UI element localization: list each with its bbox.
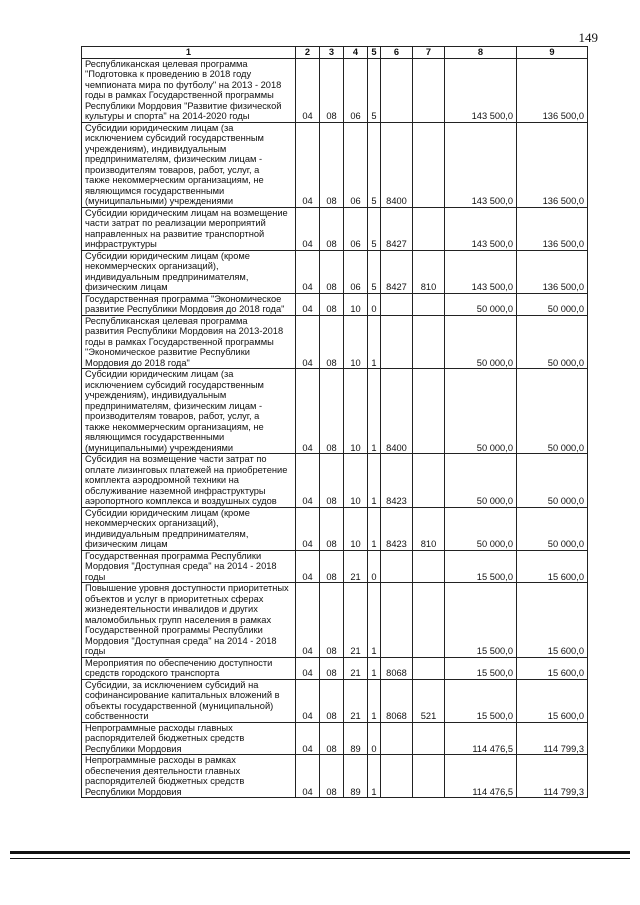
row-code-expense-type [413, 583, 445, 658]
row-description: Субсидия на возмещение части затрат по оплате лизинговых платежей на приобретение комплекта аэродромной техники на обслуживание наземной инфраструктуры аэропортного комплекса и воздушных судов [82, 454, 296, 508]
table-header-row [82, 47, 588, 59]
row-code-subprogram: 1 [368, 454, 381, 508]
row-code-section: 04 [296, 755, 320, 798]
row-amount-year1: 50 000,0 [445, 369, 517, 454]
row-code-subsection: 08 [320, 58, 344, 122]
table-row [82, 58, 588, 122]
row-amount-year1: 15 500,0 [445, 583, 517, 658]
table-row [82, 250, 588, 293]
row-amount-year2: 136 500,0 [517, 122, 588, 207]
table-row [82, 657, 588, 679]
header-cell: 4 [344, 47, 368, 59]
row-code-expense-type: 810 [413, 250, 445, 293]
row-code-section: 04 [296, 454, 320, 508]
row-amount-year2: 114 799,3 [517, 755, 588, 798]
row-code-subsection: 08 [320, 122, 344, 207]
row-amount-year1: 50 000,0 [445, 293, 517, 315]
row-description: Государственная программа Республики Мордовия "Доступная среда" на 2014 - 2018 годы [82, 550, 296, 583]
table-row [82, 454, 588, 508]
table-row [82, 369, 588, 454]
row-code-program: 06 [344, 207, 368, 250]
table-row [82, 207, 588, 250]
row-code-subsection: 08 [320, 369, 344, 454]
row-code-subprogram: 5 [368, 250, 381, 293]
row-code-program: 06 [344, 250, 368, 293]
row-code-direction [381, 722, 413, 755]
row-code-section: 04 [296, 679, 320, 722]
row-amount-year2: 50 000,0 [517, 315, 588, 369]
row-code-direction [381, 755, 413, 798]
row-amount-year1: 15 500,0 [445, 679, 517, 722]
table-row [82, 315, 588, 369]
row-code-expense-type [413, 550, 445, 583]
footer-divider-thin [10, 858, 630, 859]
row-description: Мероприятия по обеспечению доступности средств городского транспорта [82, 657, 296, 679]
row-code-section: 04 [296, 722, 320, 755]
row-code-direction [381, 583, 413, 658]
page-number: 149 [578, 30, 598, 45]
row-amount-year1: 15 500,0 [445, 657, 517, 679]
row-amount-year1: 50 000,0 [445, 454, 517, 508]
row-code-subsection: 08 [320, 454, 344, 508]
row-description: Субсидии юридическим лицам (кроме некоммерческих организаций), индивидуальным предпринимателям, физическим лицам [82, 507, 296, 550]
row-code-program: 21 [344, 583, 368, 658]
row-code-expense-type [413, 293, 445, 315]
row-code-subprogram: 0 [368, 293, 381, 315]
row-code-section: 04 [296, 58, 320, 122]
row-code-section: 04 [296, 315, 320, 369]
row-code-program: 21 [344, 657, 368, 679]
row-amount-year1: 50 000,0 [445, 507, 517, 550]
row-code-direction [381, 315, 413, 369]
row-code-subsection: 08 [320, 550, 344, 583]
row-code-subsection: 08 [320, 315, 344, 369]
footer-divider-thick [10, 851, 630, 854]
row-amount-year2: 15 600,0 [517, 550, 588, 583]
row-code-section: 04 [296, 369, 320, 454]
header-cell: 7 [413, 47, 445, 59]
row-code-subsection: 08 [320, 657, 344, 679]
row-code-subsection: 08 [320, 722, 344, 755]
table-row [82, 722, 588, 755]
row-code-subsection: 08 [320, 507, 344, 550]
header-cell: 2 [296, 47, 320, 59]
row-code-subprogram: 5 [368, 58, 381, 122]
row-code-subsection: 08 [320, 755, 344, 798]
row-code-subprogram: 1 [368, 679, 381, 722]
row-description: Республиканская целевая программа развития Республики Мордовия на 2013-2018 годы в рамках Государственной программы "Экономическое развитие Республики Мордовия до 2018 года" [82, 315, 296, 369]
row-code-program: 21 [344, 550, 368, 583]
row-code-direction [381, 293, 413, 315]
row-amount-year1: 143 500,0 [445, 122, 517, 207]
row-code-direction [381, 58, 413, 122]
row-code-expense-type: 810 [413, 507, 445, 550]
row-code-expense-type [413, 454, 445, 508]
row-code-section: 04 [296, 207, 320, 250]
row-code-program: 10 [344, 507, 368, 550]
row-code-subprogram: 0 [368, 722, 381, 755]
row-code-direction: 8068 [381, 679, 413, 722]
row-code-expense-type [413, 315, 445, 369]
header-cell: 1 [82, 47, 296, 59]
row-code-section: 04 [296, 657, 320, 679]
row-code-program: 10 [344, 293, 368, 315]
header-cell: 8 [445, 47, 517, 59]
header-cell: 3 [320, 47, 344, 59]
table-row [82, 583, 588, 658]
row-code-subprogram: 5 [368, 122, 381, 207]
table-body [82, 58, 588, 798]
row-code-expense-type [413, 755, 445, 798]
row-code-program: 10 [344, 315, 368, 369]
row-code-subsection: 08 [320, 250, 344, 293]
row-code-subsection: 08 [320, 583, 344, 658]
row-amount-year1: 50 000,0 [445, 315, 517, 369]
row-amount-year2: 15 600,0 [517, 679, 588, 722]
row-description: Субсидии юридическим лицам (кроме некоммерческих организаций), индивидуальным предпринимателям, физическим лицам [82, 250, 296, 293]
row-code-expense-type [413, 58, 445, 122]
row-code-direction: 8400 [381, 122, 413, 207]
header-cell: 6 [381, 47, 413, 59]
row-code-program: 06 [344, 58, 368, 122]
row-code-direction [381, 550, 413, 583]
row-amount-year2: 50 000,0 [517, 507, 588, 550]
row-code-section: 04 [296, 550, 320, 583]
row-code-section: 04 [296, 583, 320, 658]
row-amount-year2: 50 000,0 [517, 454, 588, 508]
table-row [82, 122, 588, 207]
row-code-program: 06 [344, 122, 368, 207]
row-code-program: 10 [344, 369, 368, 454]
row-code-subprogram: 1 [368, 369, 381, 454]
row-code-expense-type [413, 122, 445, 207]
header-cell: 5 [368, 47, 381, 59]
row-code-program: 10 [344, 454, 368, 508]
row-code-subprogram: 5 [368, 207, 381, 250]
row-code-direction: 8423 [381, 507, 413, 550]
row-amount-year2: 114 799,3 [517, 722, 588, 755]
row-description: Субсидии юридическим лицам на возмещение части затрат по реализации мероприятий направленных на развитие транспортной инфраструктуры [82, 207, 296, 250]
row-code-section: 04 [296, 293, 320, 315]
row-code-program: 89 [344, 755, 368, 798]
row-code-section: 04 [296, 507, 320, 550]
row-code-expense-type [413, 722, 445, 755]
row-code-program: 89 [344, 722, 368, 755]
row-code-subprogram: 1 [368, 507, 381, 550]
row-code-expense-type [413, 369, 445, 454]
table-row [82, 550, 588, 583]
row-description: Повышение уровня доступности приоритетных объектов и услуг в приоритетных сферах жизнедеятельности инвалидов и других маломобильных групп населения в рамках Государственной программы Республики Мордовия "Доступная среда" на 2014 - 2018 годы [82, 583, 296, 658]
row-code-subprogram: 0 [368, 550, 381, 583]
row-amount-year2: 136 500,0 [517, 58, 588, 122]
row-amount-year1: 143 500,0 [445, 207, 517, 250]
row-description: Государственная программа "Экономическое развитие Республики Мордовия до 2018 года" [82, 293, 296, 315]
row-description: Непрограммные расходы в рамках обеспечения деятельности главных распорядителей бюджетных средств Республики Мордовия [82, 755, 296, 798]
row-code-direction: 8427 [381, 250, 413, 293]
row-description: Непрограммные расходы главных распорядителей бюджетных средств Республики Мордовия [82, 722, 296, 755]
row-description: Субсидии юридическим лицам (за исключением субсидий государственным учреждениям), индивидуальным предпринимателям, физическим лицам - производителям товаров, работ, услуг, а также некоммерческим организациям, не являющимся государственными (муниципальными) учреждениями [82, 122, 296, 207]
row-amount-year2: 15 600,0 [517, 657, 588, 679]
row-code-expense-type [413, 207, 445, 250]
row-code-subsection: 08 [320, 679, 344, 722]
row-amount-year1: 143 500,0 [445, 250, 517, 293]
row-amount-year2: 50 000,0 [517, 293, 588, 315]
row-amount-year2: 15 600,0 [517, 583, 588, 658]
row-code-subprogram: 1 [368, 315, 381, 369]
row-code-subprogram: 1 [368, 583, 381, 658]
row-amount-year1: 15 500,0 [445, 550, 517, 583]
row-description: Субсидии юридическим лицам (за исключением субсидий государственным учреждениям), индивидуальным предпринимателям, физическим лицам - производителям товаров, работ, услуг, а также некоммерческим организациям, не являющимся государственными (муниципальными) учреждениями [82, 369, 296, 454]
row-code-subsection: 08 [320, 293, 344, 315]
budget-table [81, 46, 588, 798]
row-amount-year2: 136 500,0 [517, 207, 588, 250]
row-code-direction: 8400 [381, 369, 413, 454]
row-amount-year2: 50 000,0 [517, 369, 588, 454]
table-row [82, 755, 588, 798]
row-code-section: 04 [296, 250, 320, 293]
row-code-direction: 8423 [381, 454, 413, 508]
row-amount-year1: 114 476,5 [445, 722, 517, 755]
row-code-direction: 8427 [381, 207, 413, 250]
row-amount-year2: 136 500,0 [517, 250, 588, 293]
row-code-subsection: 08 [320, 207, 344, 250]
row-code-subprogram: 1 [368, 657, 381, 679]
row-code-subprogram: 1 [368, 755, 381, 798]
row-amount-year1: 143 500,0 [445, 58, 517, 122]
row-code-program: 21 [344, 679, 368, 722]
table-row [82, 507, 588, 550]
table-row [82, 293, 588, 315]
row-description: Республиканская целевая программа "Подготовка к проведению в 2018 году чемпионата мира по футболу" на 2013 - 2018 годы в рамках Государственной программы Республики Мордовия "Развитие физической культуры и спорта" на 2014-2020 годы [82, 58, 296, 122]
row-code-section: 04 [296, 122, 320, 207]
row-description: Субсидии, за исключением субсидий на софинансирование капитальных вложений в объекты государственной (муниципальной) собственности [82, 679, 296, 722]
header-cell: 9 [517, 47, 588, 59]
row-code-expense-type: 521 [413, 679, 445, 722]
row-amount-year1: 114 476,5 [445, 755, 517, 798]
row-code-direction: 8068 [381, 657, 413, 679]
row-code-expense-type [413, 657, 445, 679]
table-row [82, 679, 588, 722]
